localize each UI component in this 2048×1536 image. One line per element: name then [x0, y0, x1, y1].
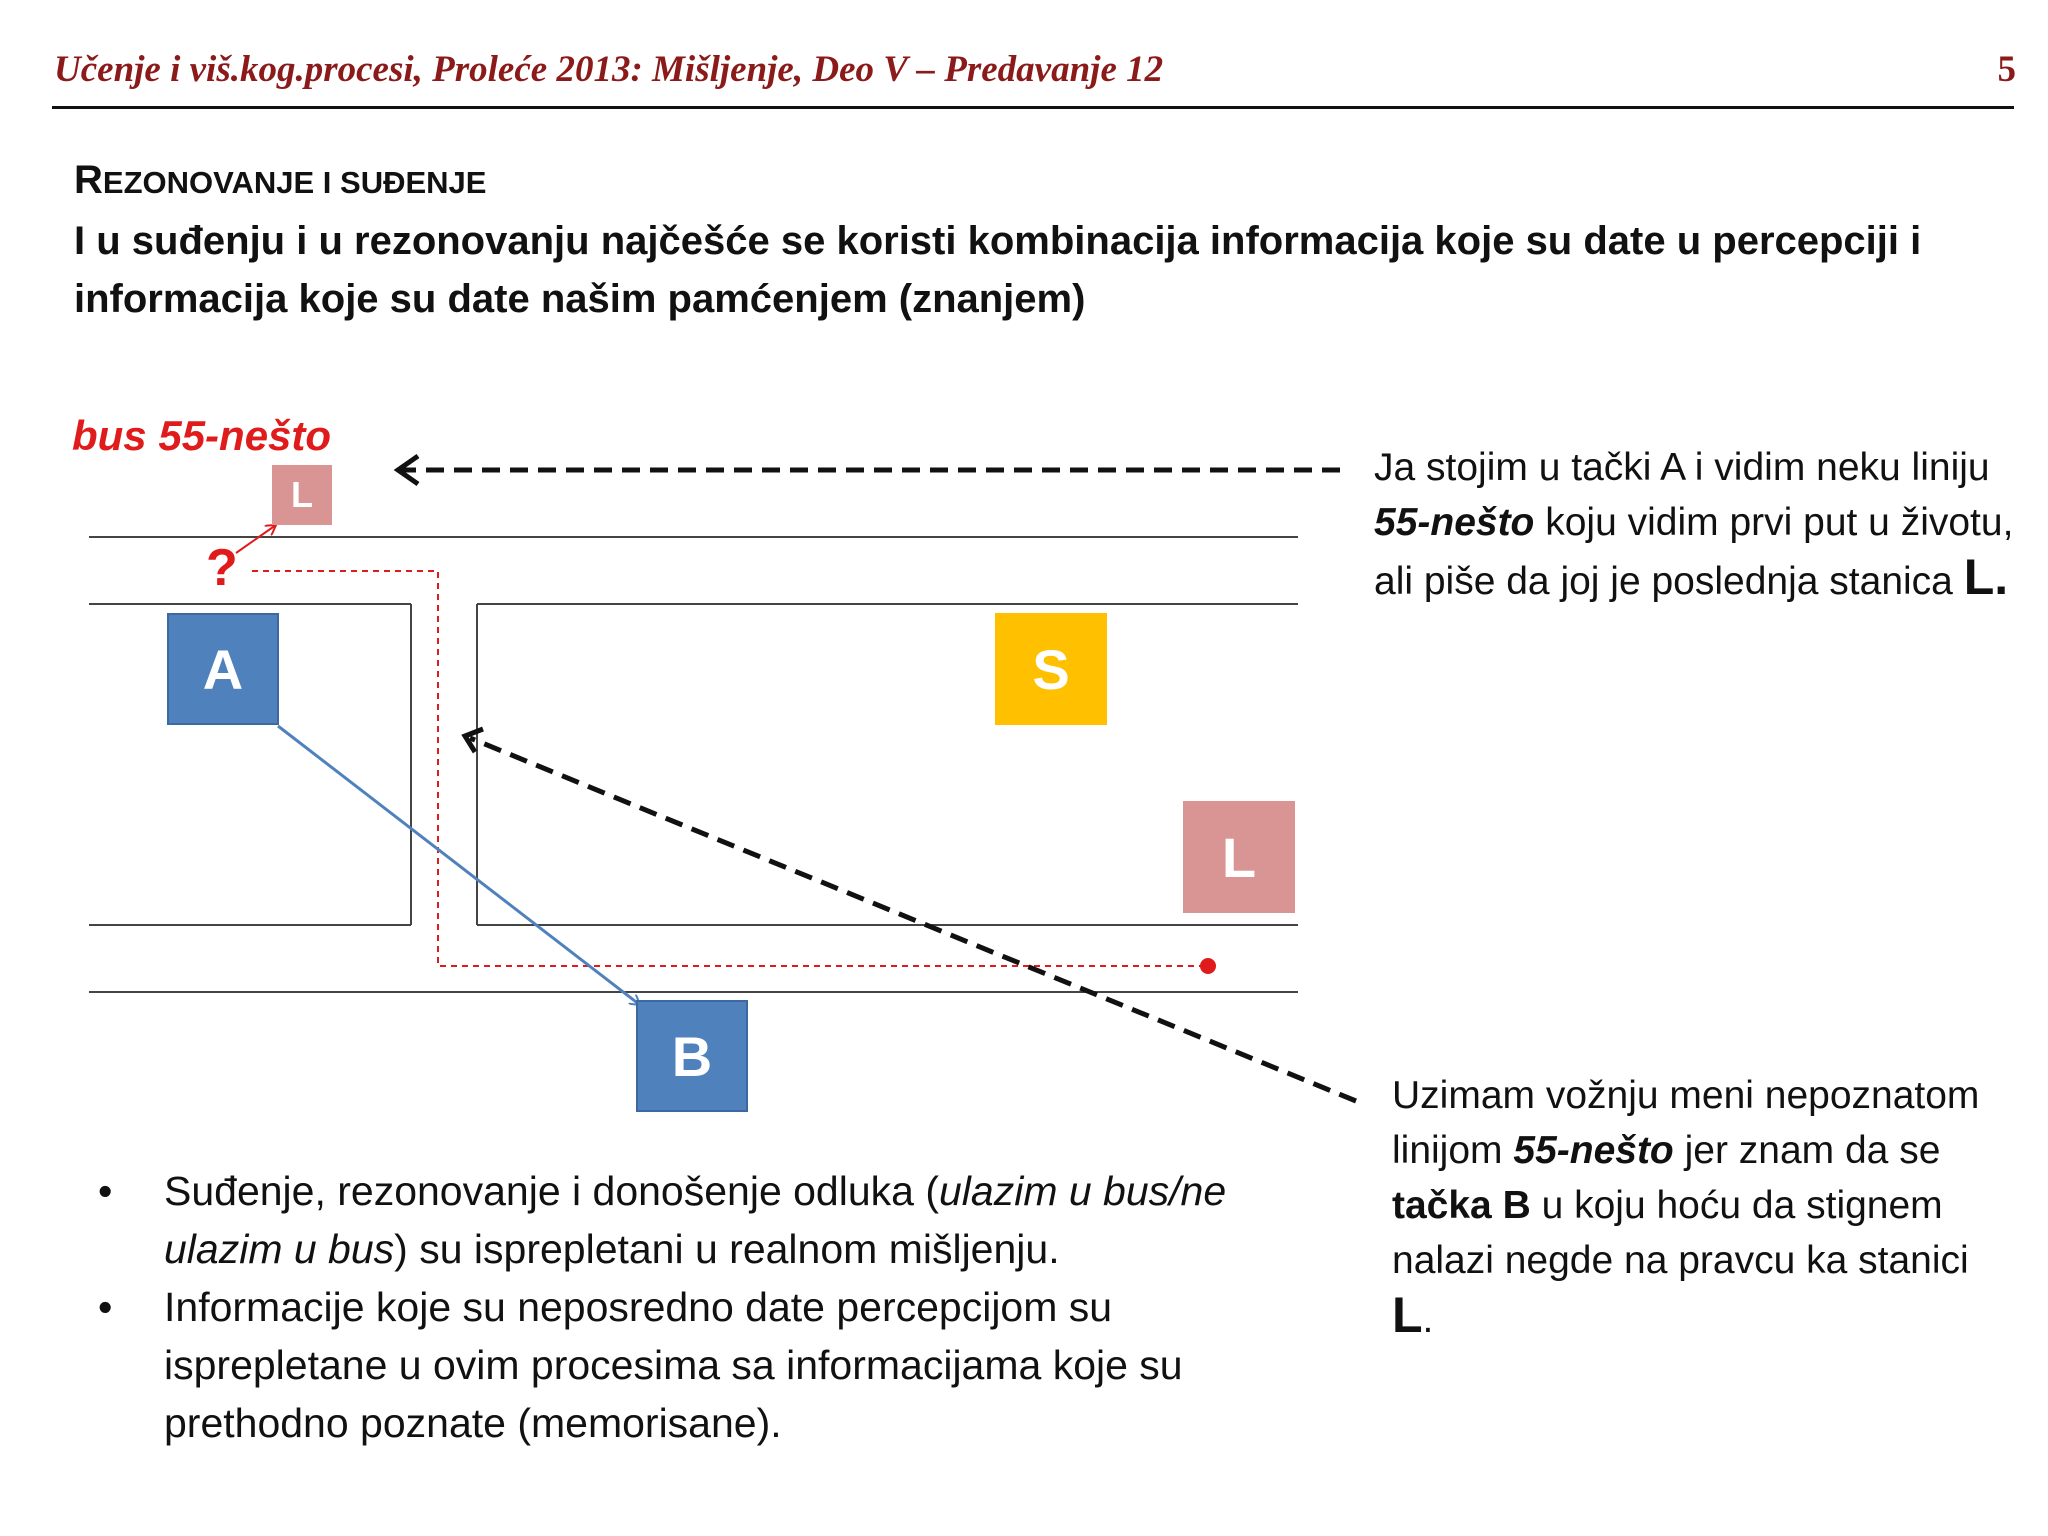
- callout-bottom-point-b: tačka B: [1392, 1184, 1531, 1227]
- point-s-box: S: [995, 613, 1107, 725]
- bullet-list: [98, 1162, 1338, 1452]
- callout-bottom-part-3: u koju hoću da stignem nalazi negde na pravcu ka stanici: [1392, 1184, 1969, 1282]
- callout-top-line-name: 55-nešto: [1374, 501, 1535, 544]
- callout-bottom-part-2: jer znam da se: [1673, 1129, 1941, 1172]
- intro-text: I u suđenju i u rezonovanju najčešće se koristi kombinacija informacija koje su date u percepciji i informacija koje su date našim pamćenjem (znanjem): [74, 219, 1922, 321]
- route-a-to-b-arrow: [278, 726, 640, 1005]
- bullet-1-italic: ulazim u bus/ne ulazim u bus: [164, 1168, 1227, 1272]
- callout-bottom-period: .: [1422, 1298, 1434, 1341]
- bullet-1-part-1: Suđenje, rezonovanje i donošenje odluka (: [164, 1168, 939, 1214]
- callout-bottom-line-name: 55-nešto: [1513, 1129, 1674, 1172]
- station-l-box: L: [1183, 801, 1295, 913]
- bullet-item: [98, 1162, 1338, 1278]
- point-a-box: A: [167, 613, 279, 725]
- callout-bottom-text: [1392, 1068, 2048, 1347]
- bullet-1-part-2: ) su isprepletani u realnom mišljenju.: [394, 1226, 1060, 1272]
- question-mark: ?: [206, 539, 238, 597]
- callout-top-station: L.: [1963, 549, 2009, 605]
- bullet-item: [98, 1278, 1338, 1452]
- page-number: 5: [1997, 49, 2016, 90]
- bus-route-end-dot: [1200, 958, 1216, 974]
- callout-bottom-station: L: [1392, 1287, 1423, 1343]
- bus-label: bus 55-nešto: [72, 412, 332, 459]
- point-b-box: B: [636, 1000, 748, 1112]
- callout-top-part-1: Ja stojim u tački A i vidim neku liniju: [1374, 446, 1990, 489]
- bullet-2-text: Informacije koje su neposredno date percepcijom su isprepletane u ovim procesima sa informacijama koje su prethodno poznate (memorisane).: [164, 1284, 1183, 1446]
- callout-top-text: [1374, 440, 2034, 609]
- question-to-l-arrow: [236, 525, 276, 553]
- section-title-rest: EZONOVANJE I SUĐENJE: [102, 165, 487, 200]
- callout-bottom-pointer: [470, 738, 1356, 1101]
- station-l-sign: L: [272, 465, 332, 525]
- callout-top-part-2: koju vidim prvi put u životu, ali piše da joj je poslednja stanica: [1374, 501, 2014, 603]
- callout-bottom-part-1: Uzimam vožnju meni nepoznatom linijom: [1392, 1074, 1980, 1172]
- slide-header-title: Učenje i viš.kog.procesi, Proleće 2013: Mišljenje, Deo V – Predavanje 12: [54, 49, 1164, 90]
- section-title-initial: R: [74, 158, 103, 202]
